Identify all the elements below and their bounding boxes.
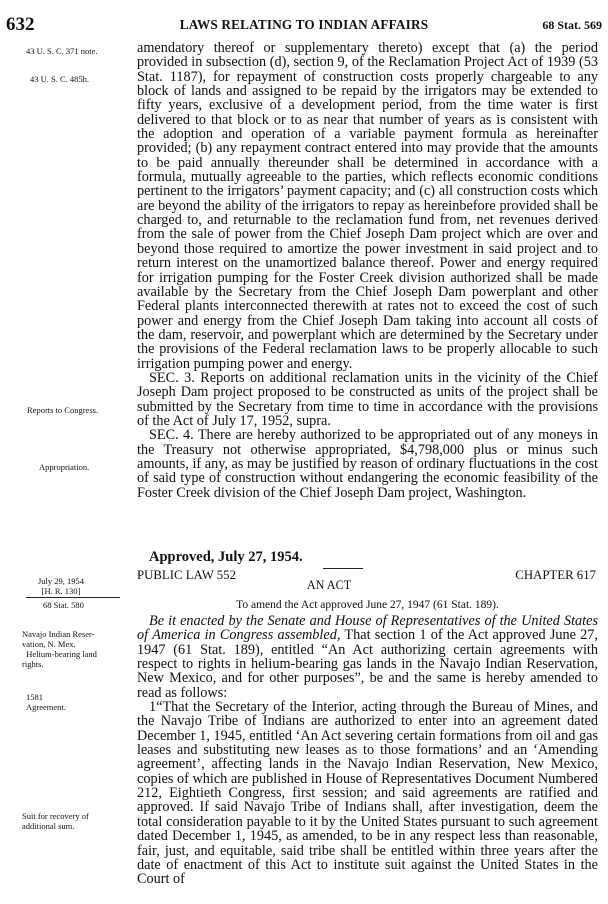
stat-reference: 68 Stat. 569 — [542, 18, 602, 32]
enacting-clause: Be it enacted by the Senate and House of Representatives of the United States of America in Congress assembled, — [137, 613, 598, 644]
margin-note-agreement: 1581 Agreement. — [26, 692, 66, 712]
paragraph-section-1: 1“That the Secretary of the Interior, acting through the Bureau of Mines, and the Navajo Tribe of Indians are authorized to enter into an agreement dated December 1, 1945, entitled ‘An Act severing certain formations from oil and gas leases and substituting new leases as to those formations’ and an ‘Amending agreement’, affecting lands in the Navajo Indian Reservation, New Mexico, copies of which are published in House of Representatives Document Numbered 212, Eightieth Congress, first session; and said agreements are ratified and approved. If said Navajo Tribe of Indians shall, after investigation, deem the total consideration payable to it by the United States pursuant to such agreement dated December 1, 1945, as amended, to be in any respect less than reasonable, fair, just, and equitable, said tribe shall be entitled within three years after the date of enactment of this Act to institute suit against the United States in the Court of — [137, 699, 598, 888]
page-number: 632 — [6, 14, 35, 35]
approval-line: Approved, July 27, 1954. — [149, 549, 303, 565]
margin-rule — [26, 597, 120, 598]
public-law-number: PUBLIC LAW 552 — [137, 568, 236, 582]
paragraph-amendatory: amendatory thereof or supplementary thereto) except that (a) the period provided in subsection (d), section 9, of the Reclamation Project Act of 1939 (53 Stat. 1187), for repayment of construction costs properly chargeable to any block of lands and assigned to be repaid by the irrigators may be extended to fifty years, exclusive of a development period, from the time water is first delivered to that block or to as near that number of years as is consistent with the adoption and operation of a variable payment formula as hereinafter provided; (b) any repayment contract entered into may provide that the amounts to be paid annually thereunder shall be determined in accordance with a formula, mutually agreeable to the parties, which reflects economic conditions pertinent to the irrigators’ payment capacity; and (c) all construction costs which are beyond the ability of the irrigators to repay as hereinbefore provided shall be charged to, and returnable to the reclamation fund from, net revenues derived from the sale of power from the Chief Joseph Dam project which are over and beyond those required to amortize the power investment in said project and to return interest on the unamortized balance thereof. Power and energy required for irrigation pumping for the Foster Creek division authorized shall be made available by the Secretary from the Chief Joseph Dam powerplant and other Federal plants interconnected therewith at rates not to exceed the cost of such power and energy from the Chief Joseph Dam taking into account all costs of the dam, reservoir, and powerplant which are determined by the Secretary under the provisions of the Federal reclamation laws to be properly allocable to such irrigation pumping power and energy. — [137, 40, 598, 372]
body-text-bottom — [137, 614, 598, 887]
margin-note-reports: Reports to Congress. — [27, 405, 99, 415]
act-purpose: To amend the Act approved June 27, 1947 (61 Stat. 189). — [236, 599, 499, 611]
chapter-number: CHAPTER 617 — [515, 568, 596, 582]
margin-note-usc-485h: 43 U. S. C. 485h. — [30, 74, 90, 84]
act-heading: AN ACT — [306, 578, 352, 592]
margin-note-suit: Suit for recovery of additional sum. — [22, 811, 89, 831]
margin-note-appropriation: Appropriation. — [39, 462, 90, 472]
body-text-top — [137, 41, 598, 500]
page-header — [6, 14, 602, 36]
margin-note-navajo: Navajo Indian Reser- vation, N. Mex. Helium-bearing land rights. — [22, 629, 97, 669]
paragraph-sec-4: SEC. 4. There are hereby authorized to be appropriated out of any moneys in the Treasury not otherwise appropriated, $4,798,000 plus or minus such amounts, if any, as may be justified by reason of ordinary fluctuations in the cost of said type of construction without endangering the economic feasibility of the Foster Creek division of the Chief Joseph Dam project, Washington. — [137, 427, 598, 501]
paragraph-enacting — [137, 614, 598, 700]
margin-note-usc-371: 43 U. S. C. 371 note. — [26, 46, 98, 56]
running-title: LAWS RELATING TO INDIAN AFFAIRS — [179, 17, 429, 32]
enacting-text: That section 1 of the Act approved June 27, 1947 (61 Stat. 189), entitled “An Act authorizing certain agreements with respect to rights in helium-bearing gas lands in the Navajo Indian Reservation, New Mexico, and for other purposes”, be and the same is hereby amended to read as follows: — [137, 627, 598, 701]
title-rule — [323, 568, 363, 569]
margin-note-bill-date: July 29, 1954 [H. R. 130] — [38, 576, 85, 596]
paragraph-sec-3: SEC. 3. Reports on additional reclamation units in the vicinity of the Chief Joseph Dam project proposed to be constructed as units of the project shall be submitted by the Secretary from time to time in accordance with the provisions of the Act of July 17, 1952, supra. — [137, 369, 598, 429]
margin-note-stat-580: 68 Stat. 580 — [43, 600, 84, 610]
